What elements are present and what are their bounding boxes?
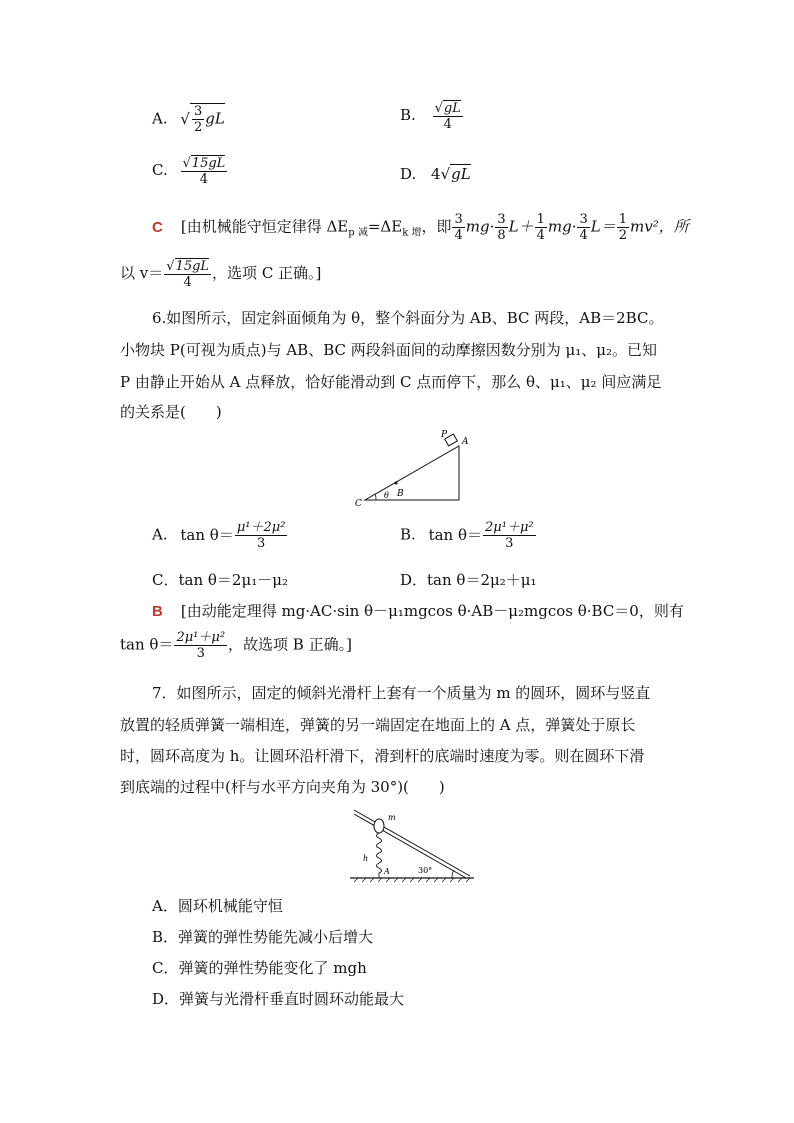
q7-stem-line4: 到底端的过程中(杆与水平方向夹角为 30°)( ) [120,778,445,796]
answer-badge: B [152,603,163,620]
incline-triangle [365,446,459,500]
numerator: 3 [193,104,203,119]
q5-explanation-line2 [120,258,321,290]
q7-stem-line1: 7．如图所示，固定的倾斜光滑杆上套有一个质量为 m 的圆环，圆环与竖直 [152,684,651,702]
sqrt-sign: √ [180,109,190,128]
option-label: C. [152,161,168,179]
subscript: k 增 [402,227,422,239]
fraction: $\frac{√15gL}{4}$ [166,259,210,290]
label-b: B [397,489,404,499]
denominator: 2 [193,120,203,135]
label-angle: 30° [418,866,433,875]
q5-option-c [152,155,228,187]
point-b [395,482,398,485]
text: [由机械能守恒定律得 ΔE [180,217,349,236]
fraction: $\frac{\text{2μ¹＋μ²}}{3}$ [485,520,534,551]
numerator: √15gL [182,156,226,171]
q7-stem-line3: 时，圆环高度为 h。让圆环沿杆滑下，滑到杆的底端时速度为零。则在圆环下滑 [120,747,645,765]
radicand: 15gL [191,156,226,171]
option-label: D. [400,165,417,183]
fraction: $\frac{1}{2}$ [618,212,627,243]
expression: gL [205,109,225,128]
q7-option-b: B．弹簧的弹性势能先减小后增大 [152,928,374,946]
fraction: $\frac{\text{2μ¹＋μ²}}{3}$ [176,630,226,661]
denominator: 4 [443,117,452,132]
text: ，选项 C 正确。] [212,264,322,282]
q6-explanation [152,601,684,622]
ring [374,819,384,833]
text: ，即 [421,217,452,236]
angle-arc [452,870,454,878]
text: =ΔE [367,217,403,236]
angle-arc [375,494,376,500]
q5-option-d: D. 4√gL [400,165,471,183]
q5-explanation [152,212,689,244]
radicand: gL [451,165,471,183]
label-m: m [388,813,396,822]
fraction [181,155,228,187]
label-a: A [462,437,469,447]
q6-option-a [152,520,288,551]
radicand: gL [443,101,461,116]
text: L＋ [508,217,534,236]
text: mg· [547,217,577,236]
q7-option-d: D．弹簧与光滑杆垂直时圆环动能最大 [152,990,405,1008]
fraction: $\frac{\text{μ¹＋2μ²}}{3}$ [236,520,286,551]
fraction [192,104,204,135]
coefficient: 4 [431,165,441,183]
q6-option-d: D．tan θ＝2μ₂＋μ₁ [400,571,537,589]
q6-stem-line4: 的关系是( ) [120,403,222,421]
q5-option-a [152,103,225,135]
label-p: P [441,430,448,440]
option-label: A. [152,109,168,128]
numerator: √gL [434,101,461,116]
text: tan θ＝ [120,635,174,654]
text: mv²，所 [630,217,689,236]
label-c: C [355,499,362,508]
q7-option-c: C．弹簧的弹性势能变化了 mgh [152,959,367,977]
rod-spring-figure [348,806,480,884]
text: tan θ＝ [428,525,483,544]
q6-stem-line1: 6.如图所示，固定斜面倾角为 θ，整个斜面分为 AB、BC 两段，AB＝2BC。 [152,309,664,327]
smooth-rod-edge [354,814,466,878]
q6-explanation-line2 [120,630,352,661]
text: L＝ [590,217,616,236]
fraction: $\frac{3}{8}$ [497,212,506,243]
sqrt-body [190,103,225,135]
fraction: $\frac{3}{4}$ [454,212,463,243]
label-a: A [384,867,390,876]
fraction: $\frac{3}{4}$ [579,212,588,243]
option-label: B. [400,106,416,124]
option-label: B. [400,525,416,544]
spring [377,833,382,878]
text: 以 v＝ [120,264,164,282]
q5-option-b [400,100,464,132]
option-label: A. [152,525,168,544]
smooth-rod [354,810,470,876]
answer-badge: C [152,218,163,236]
q6-option-c: C．tan θ＝2μ₁－μ₂ [152,571,288,589]
q6-stem-line2: 小物块 P(可视为质点)与 AB、BC 两段斜面间的动摩擦因数分别为 μ₁、μ₂。已知 [120,341,658,359]
incline-figure [350,428,480,508]
fraction [433,100,463,132]
text: ，故选项 B 正确。] [228,635,352,654]
denominator: 4 [199,172,209,187]
label-theta: θ [384,491,389,500]
text: [由动能定理得 mg·AC·sin θ－μ₁mgcos θ·AB－μ₂mgcos θ·BC＝0，则有 [180,602,684,620]
q6-stem-line3: P 由静止开始从 A 点释放，恰好能滑动到 C 点而停下，那么 θ、μ₁、μ₂ 间应满足 [120,373,662,391]
q6-option-b [400,520,537,551]
label-h: h [363,854,369,863]
q7-stem-line2: 放置的轻质弹簧一端相连，弹簧的另一端固定在地面上的 A 点，弹簧处于原长 [120,716,636,734]
fraction: $\frac{1}{4}$ [536,212,545,243]
text: tan θ＝ [180,525,234,544]
subscript: p 减 [348,227,368,239]
q7-option-a: A．圆环机械能守恒 [152,897,283,915]
text: mg· [465,217,495,236]
